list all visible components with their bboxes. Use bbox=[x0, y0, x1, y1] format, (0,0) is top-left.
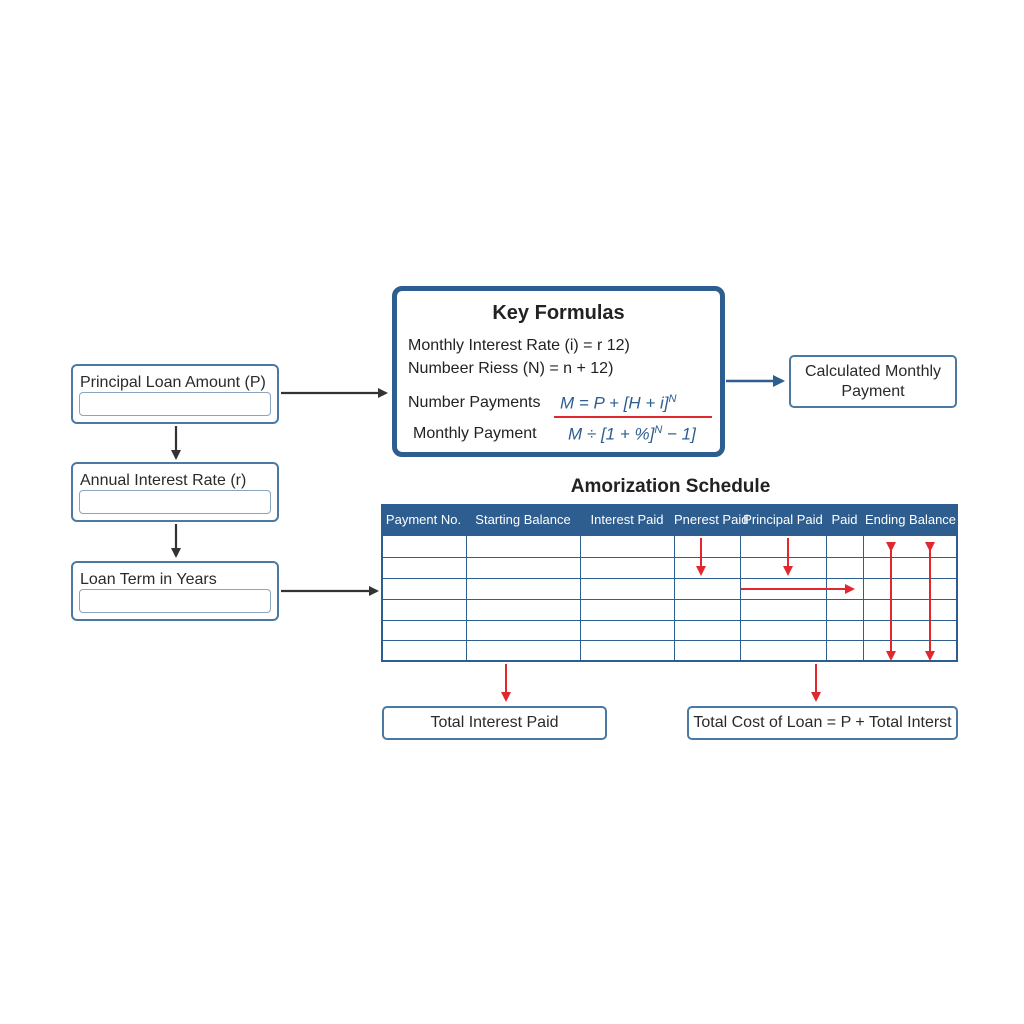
header-payment-no: Payment No. bbox=[385, 512, 462, 527]
formula-monthly-payment-expression: M ÷ [1 + %] bbox=[568, 424, 655, 444]
total-interest-paid-label: Total Interest Paid bbox=[430, 714, 559, 731]
amortization-schedule-title: Amorization Schedule bbox=[570, 476, 771, 497]
formula-monthly-payment-tail: − 1] bbox=[662, 424, 696, 444]
total-cost-of-loan-label: Total Cost of Loan = P + Total Interst bbox=[693, 714, 952, 731]
header-interest-paid: Interest Paid bbox=[590, 512, 664, 527]
interest-rate-label: Annual Interest Rate (r) bbox=[80, 472, 247, 489]
header-pnerest-paid: Pnerest Paid bbox=[674, 512, 749, 527]
calculated-monthly-line1: Calculated Monthly bbox=[804, 362, 942, 380]
calculated-monthly-line2: Payment bbox=[841, 382, 905, 400]
formula-monthly-payment-exponent: N bbox=[654, 424, 663, 436]
loan-term-label: Loan Term in Years bbox=[80, 571, 217, 588]
header-paid: Paid bbox=[831, 512, 858, 527]
principal-label: Principal Loan Amount (P) bbox=[80, 374, 266, 391]
formula-monthly-payment-label: Monthly Payment bbox=[413, 425, 537, 442]
formula-number-payments-expression: M = P + [H + i] bbox=[560, 393, 669, 413]
header-starting-balance: Starting Balance bbox=[475, 512, 571, 527]
header-principal-paid: Principal Paid bbox=[743, 512, 823, 527]
formula-number-periods: Numbeer Riess (N) = n + 12) bbox=[408, 360, 614, 377]
formula-number-payments-label: Number Payments bbox=[408, 394, 541, 411]
key-formulas-title: Key Formulas bbox=[492, 302, 625, 324]
formula-monthly-rate: Monthly Interest Rate (i) = r 12) bbox=[408, 337, 630, 354]
header-ending-balance: Ending Balance bbox=[864, 512, 957, 527]
formula-number-payments-exponent: N bbox=[668, 393, 677, 405]
